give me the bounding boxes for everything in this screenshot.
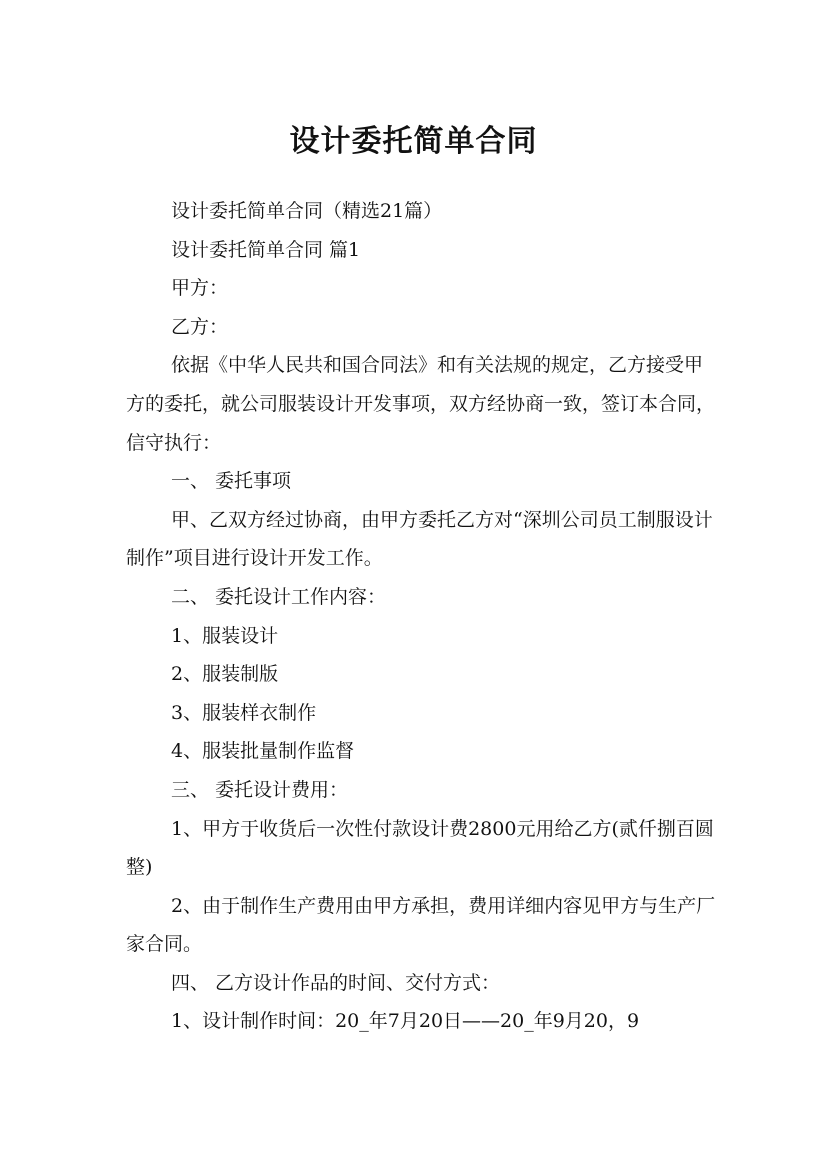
paragraph: 4、服装批量制作监督	[171, 740, 355, 763]
paragraph: 四、 乙方设计作品的时间、交付方式：	[171, 971, 501, 994]
document-body	[126, 192, 716, 1041]
paragraph: 1、设计制作时间：20_年7月20日——20_年9月20，9	[171, 1010, 640, 1033]
paragraph: 2、由于制作生产费用由甲方承担，费用详细内容见甲方与生产厂家合同。	[126, 894, 716, 956]
paragraph: 甲方：	[171, 277, 229, 300]
paragraph: 乙方：	[171, 315, 229, 338]
paragraph: 1、服装设计	[171, 624, 279, 647]
paragraph: 设计委托简单合同（精选21篇）	[171, 200, 443, 222]
paragraph: 3、服装样衣制作	[171, 701, 317, 724]
paragraph: 三、 委托设计费用：	[171, 778, 349, 801]
document-title: 设计委托简单合同	[289, 124, 538, 160]
paragraph: 甲、乙双方经过协商，由甲方委托乙方对“深圳公司员工制服设计制作”项目进行设计开发工作。	[126, 508, 713, 570]
paragraph: 依据《中华人民共和国合同法》和有关法规的规定，乙方接受甲方的委托，就公司服装设计开发事项，双方经协商一致，签订本合同，信守执行：	[126, 354, 716, 454]
paragraph: 2、服装制版	[171, 663, 279, 686]
paragraph: 设计委托简单合同 篇1	[171, 238, 361, 261]
paragraph: 1、甲方于收货后一次性付款设计费2800元用给乙方(贰仟捌百圆整)	[126, 817, 714, 879]
paragraph: 二、 委托设计工作内容：	[171, 585, 387, 608]
paragraph: 一、 委托事项	[171, 470, 292, 493]
